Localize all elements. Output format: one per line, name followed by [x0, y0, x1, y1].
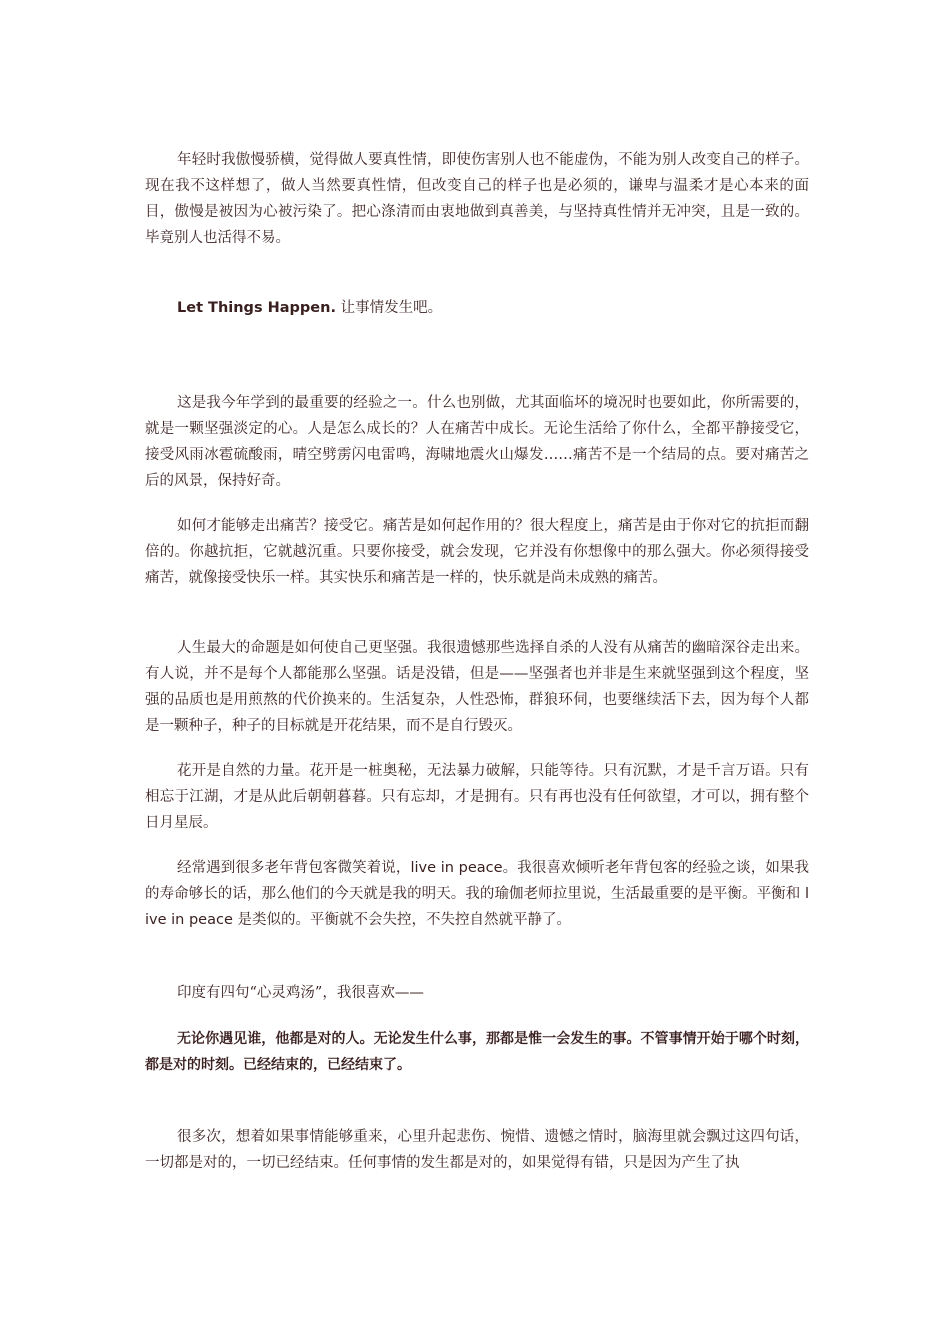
backpacker-term-2: live in peace [145, 886, 809, 928]
paragraph-stronger: 人生最大的命题是如何使自己更坚强。我很遗憾那些选择自杀的人没有从痛苦的幽暗深谷走出来。有人说，并不是每个人都能那么坚强。话是没错，但是——坚强者也并非是生来就坚强到这个程度，坚强的品质也是用煎熬的代价换来的。生活复杂，人性恐怖，群狼环伺，也要继续活下去，因为每个人都是一颗种子，种子的目标就是开花结果，而不是自行毁灭。 [145, 640, 809, 734]
paragraph-many-times: 很多次，想着如果事情能够重来，心里升起悲伤、惋惜、遗憾之情时，脑海里就会飘过这四句话，一切都是对的，一切已经结束。任何事情的发生都是对的，如果觉得有错，只是因为产生了执 [145, 1129, 809, 1171]
paragraph-lesson: 这是我今年学到的最重要的经验之一。什么也别做，尤其面临坏的境况时也要如此，你所需要的，就是一颗坚强淡定的心。人是怎么成长的？人在痛苦中成长。无论生活给了你什么，全都平静接受它，接受风雨冰雹硫酸雨，晴空劈雳闪电雷鸣，海啸地震火山爆发……痛苦不是一个结局的点。要对痛苦之后的风景，保持好奇。 [145, 395, 809, 489]
heading-chinese: 让事情发生吧。 [340, 300, 443, 316]
backpacker-text-1: 经常遇到很多老年背包客微笑着说， [177, 860, 411, 876]
paragraph-accept-pain: 如何才能够走出痛苦？接受它。痛苦是如何起作用的？很大程度上，痛苦是由于你对它的抗拒而翻倍的。你越抗拒，它就越沉重。只要你接受，就会发现，它并没有你想像中的那么强大。你必须得接受痛苦，就像接受快乐一样。其实快乐和痛苦是一样的，快乐就是尚未成熟的痛苦。 [145, 518, 809, 586]
heading-english: Let Things Happen. [177, 300, 336, 316]
backpacker-text-3: 是类似的。平衡就不会失控，不失控自然就平静了。 [232, 912, 571, 928]
section-heading [177, 295, 442, 321]
backpacker-term-1: live in peace [410, 860, 503, 876]
paragraph-india-intro: 印度有四句“心灵鸡汤”，我很喜欢—— [177, 985, 424, 1001]
paragraph-arrogance: 年轻时我傲慢骄横，觉得做人要真性情，即使伤害别人也不能虚伪，不能为别人改变自己的样子。现在我不这样想了，做人当然要真性情，但改变自己的样子也是必须的，谦卑与温柔才是心本来的面目，傲慢是被因为心被污染了。把心涤清而由衷地做到真善美，与坚持真性情并无冲突，且是一致的。毕竟别人也活得不易。 [145, 152, 809, 246]
paragraph-backpackers [145, 855, 809, 933]
paragraph-flowers: 花开是自然的力量。花开是一桩奥秘，无法暴力破解，只能等待。只有沉默，才是千言万语。只有相忘于江湖，才是从此后朝朝暮暮。只有忘却，才是拥有。只有再也没有任何欲望，才可以，拥有整个日月星辰。 [145, 763, 809, 831]
backpacker-text-2: 。我很喜欢倾听老年背包客的经验之谈，如果我的寿命够长的话，那么他们的今天就是我的明天。我的瑜伽老师拉里说，生活最重要的是平衡。平衡和 [145, 860, 810, 902]
paragraph-quote: 无论你遇见谁，他都是对的人。无论发生什么事，那都是惟一会发生的事。不管事情开始于哪个时刻，都是对的时刻。已经结束的，已经结束了。 [145, 1031, 809, 1073]
